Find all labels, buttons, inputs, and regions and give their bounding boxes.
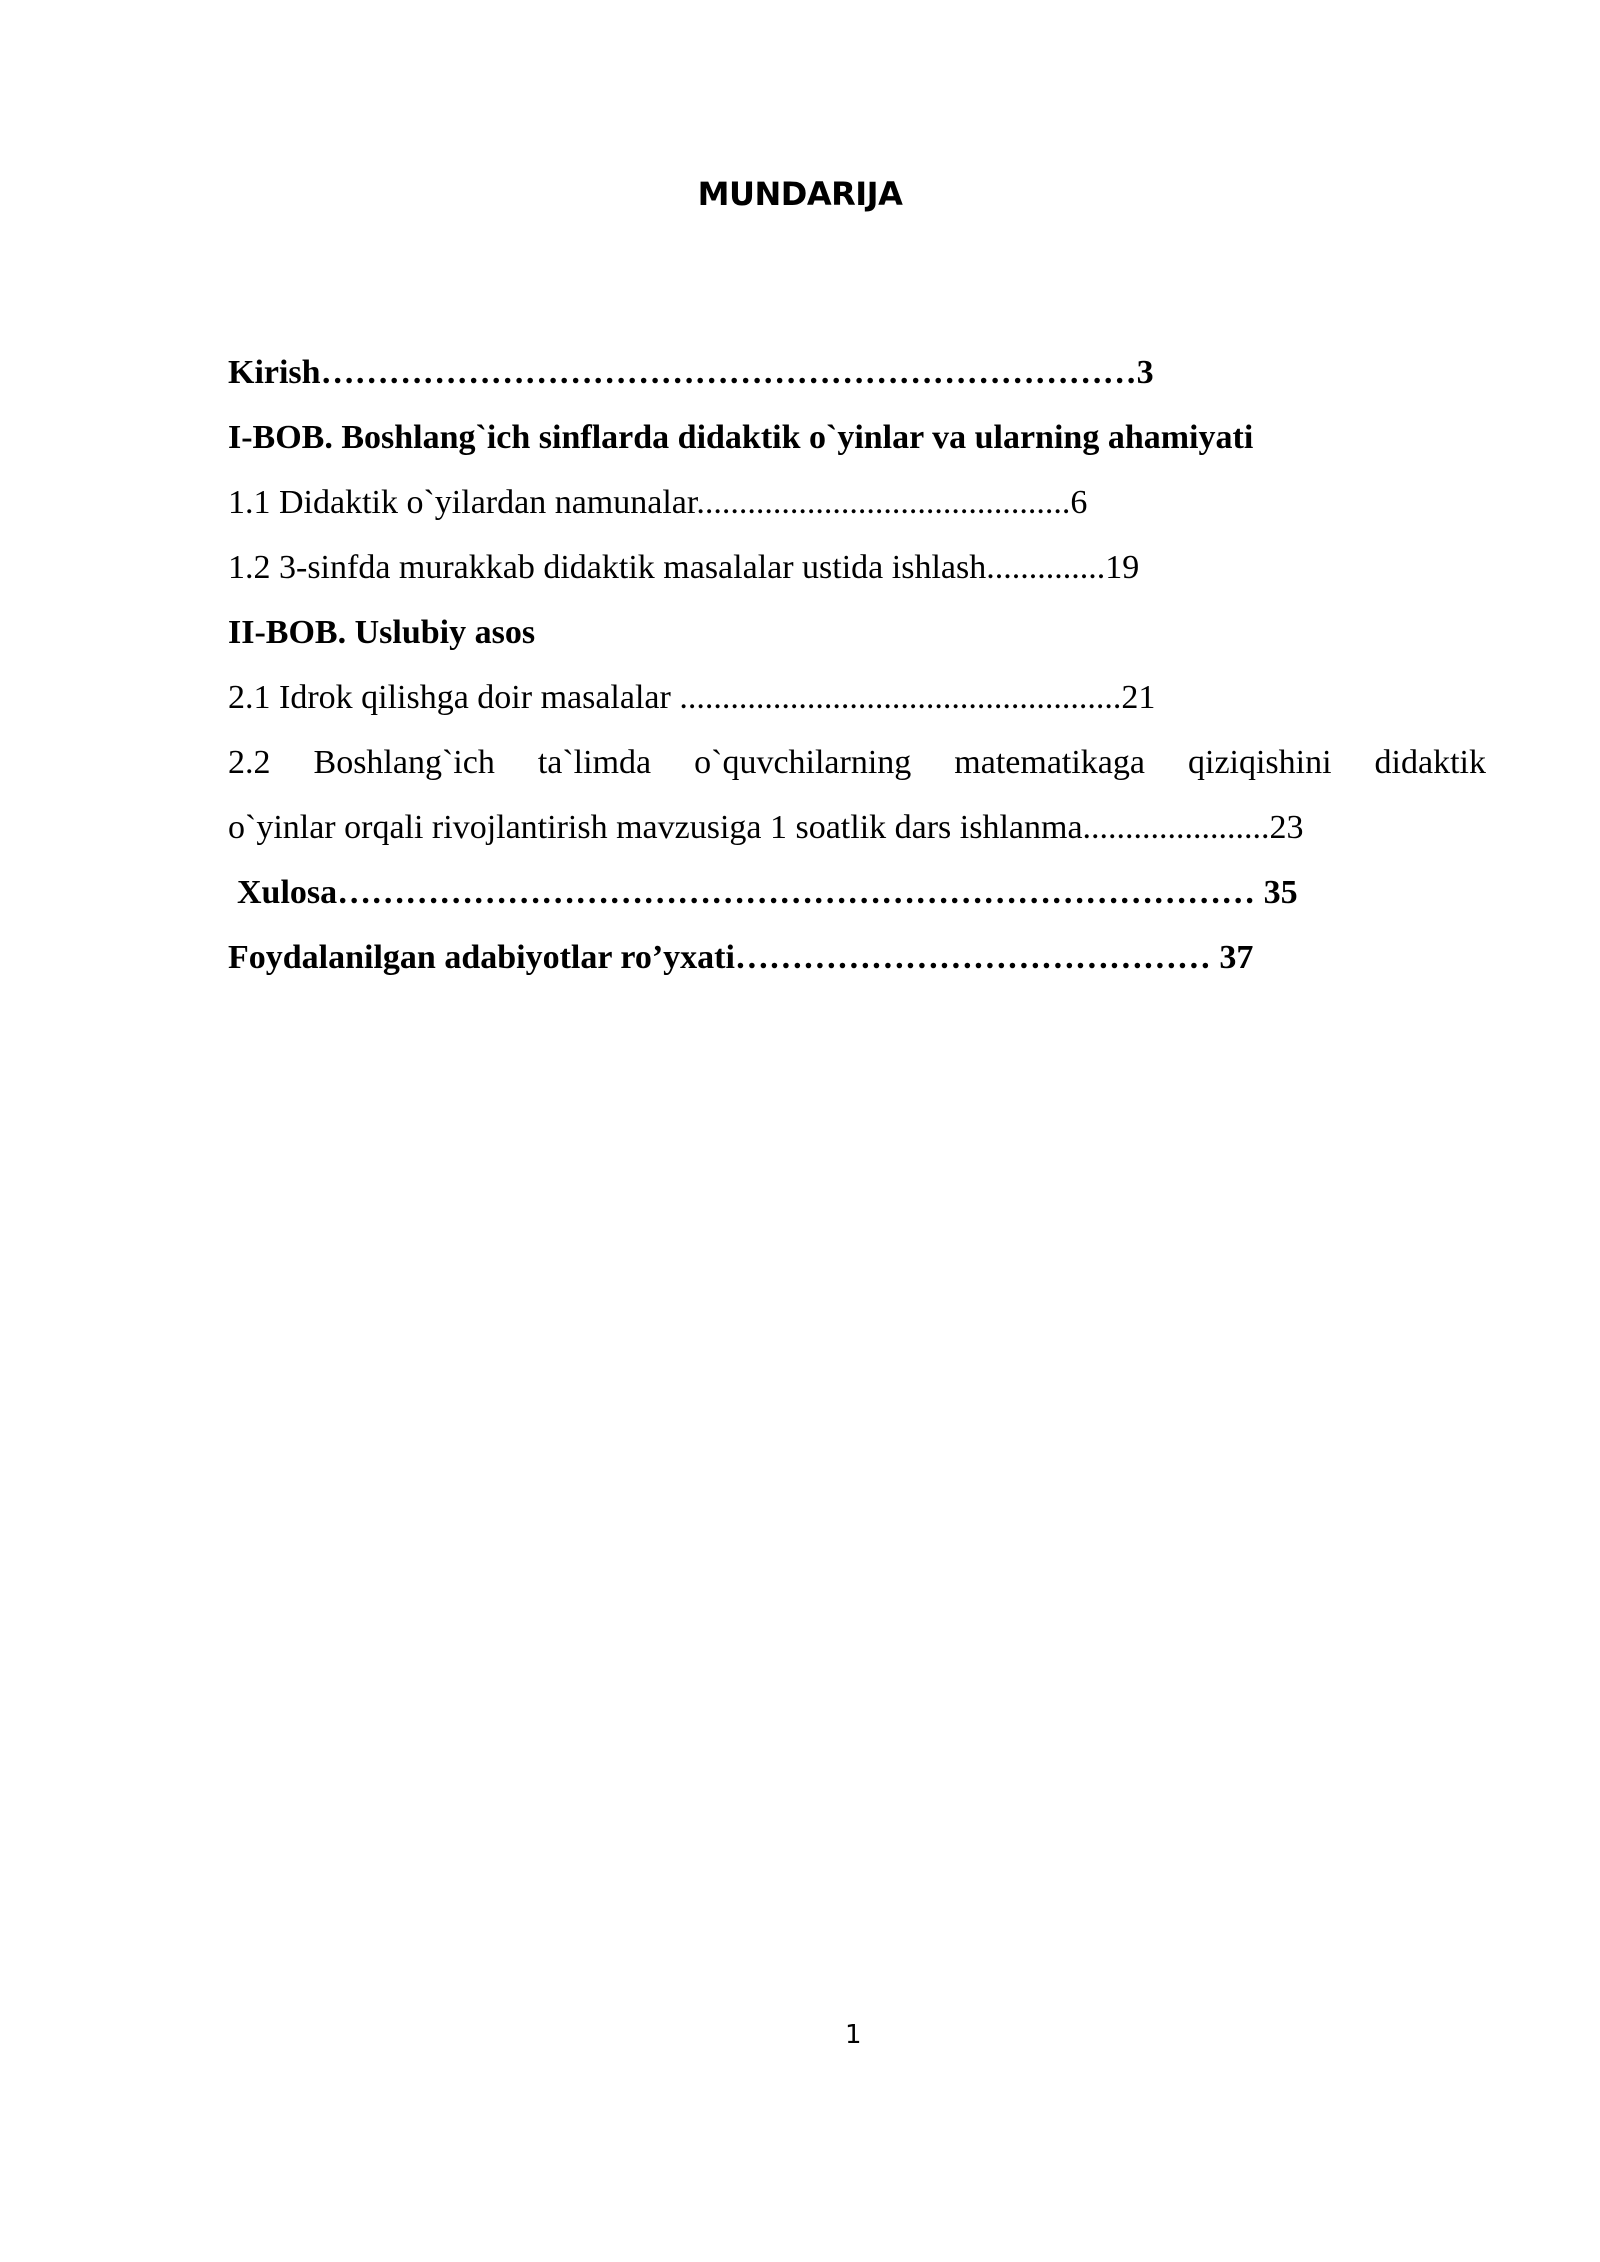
page-number: 1 xyxy=(845,2020,862,2050)
page-title: MUNDARIJA xyxy=(697,175,903,213)
toc-entry-xulosa: Xulosa……………………………………………………………………… 35 xyxy=(237,874,1298,911)
table-of-contents xyxy=(228,340,1486,990)
toc-section-1-1: 1.1 Didaktik o`yilardan namunalar............................................6 xyxy=(228,484,1088,521)
toc-section-2-2-line-2: o`yinlar orqali rivojlantirish mavzusiga 1 soatlik dars ishlanma......................23 xyxy=(228,809,1304,846)
toc-chapter-1: I-BOB. Boshlang`ich sinflarda didaktik o`yinlar va ularning ahamiyati xyxy=(228,419,1254,456)
toc-entry-kirish: Kirish………………………………………………………………3 xyxy=(228,354,1154,391)
toc-chapter-2: II-BOB. Uslubiy asos xyxy=(228,614,536,651)
toc-section-2-2-line-1: 2.2 Boshlang`ich ta`limda o`quvchilarning matematikaga qiziqishini didaktik xyxy=(228,744,1486,781)
toc-entry-references: Foydalanilgan adabiyotlar ro’yxati…………………………………… 37 xyxy=(228,939,1254,976)
toc-section-1-2: 1.2 3-sinfda murakkab didaktik masalalar ustida ishlash..............19 xyxy=(228,549,1140,586)
toc-section-2-1: 2.1 Idrok qilishga doir masalalar ....................................................21 xyxy=(228,679,1156,716)
